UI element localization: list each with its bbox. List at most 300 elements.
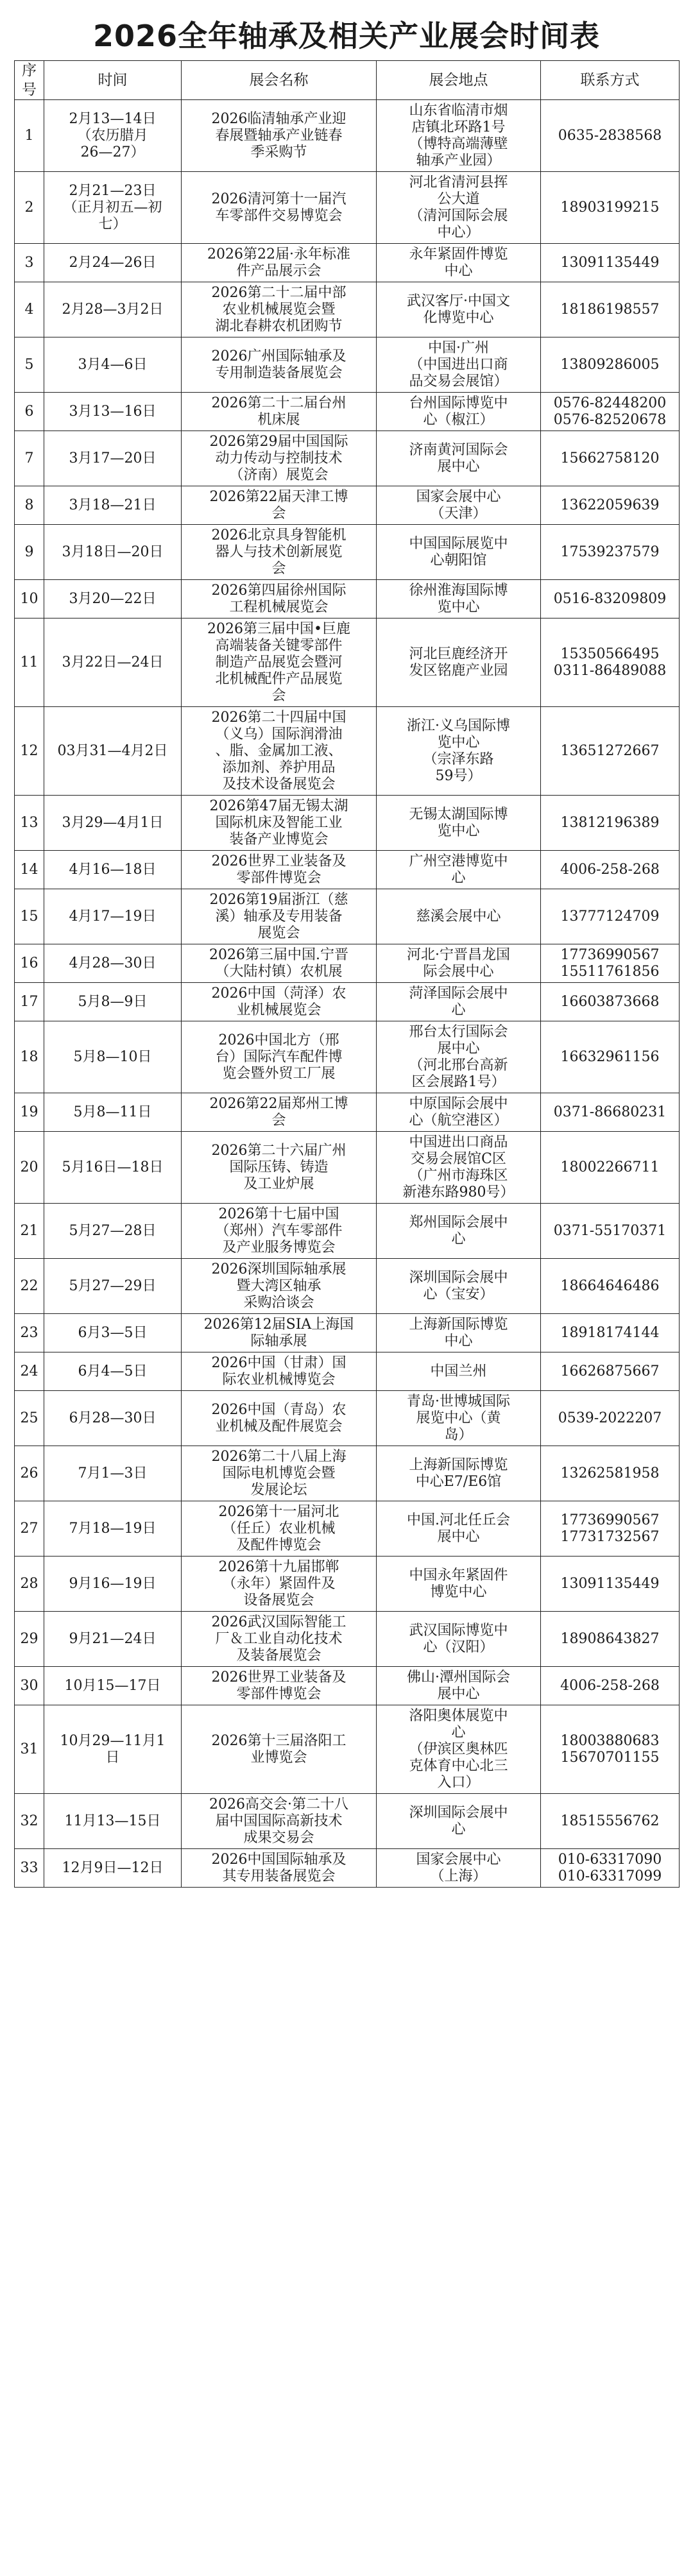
- table-row: [15, 100, 680, 172]
- row-index: 29: [20, 1630, 38, 1647]
- row-index: 31: [20, 1741, 38, 1757]
- row-exhibition-name: 2026第十三届洛阳工 业博览会: [211, 1732, 346, 1766]
- row-venue: 济南黄河国际会 展中心: [409, 441, 508, 475]
- row-exhibition-name: 2026第三届中国•巨鹿 高端装备关键零部件 制造产品展览会暨河 北机械配件产品展览 会: [207, 620, 350, 704]
- row-index-cell: [15, 580, 44, 618]
- row-exhibition-name-cell: [182, 707, 377, 796]
- row-exhibition-name: 2026第十九届邯郸 （永年）紧固件及 设备展览会: [218, 1558, 339, 1608]
- row-exhibition-name-cell: [182, 282, 377, 337]
- row-index: 32: [20, 1813, 38, 1829]
- row-contact-cell: [541, 1352, 680, 1391]
- row-venue: 中国国际展览中 心朝阳馆: [409, 535, 508, 568]
- row-venue-cell: [377, 889, 541, 944]
- row-venue: 国家会展中心 （天津）: [416, 488, 501, 522]
- row-exhibition-name-cell: [182, 851, 377, 889]
- row-exhibition-name-cell: [182, 1794, 377, 1849]
- row-exhibition-name-cell: [182, 1446, 377, 1501]
- row-contact: 13809286005: [560, 356, 660, 373]
- row-date-cell: [44, 1021, 182, 1093]
- row-date: 3月29—4月1日: [62, 814, 164, 831]
- header-index: 序号: [15, 61, 44, 100]
- row-contact: 0539-2022207: [558, 1410, 662, 1426]
- row-venue-cell: [377, 1314, 541, 1352]
- row-venue: 徐州淮海国际博 览中心: [409, 582, 508, 615]
- row-index: 8: [24, 497, 34, 513]
- row-date-cell: [44, 1314, 182, 1352]
- row-index-cell: [15, 1132, 44, 1204]
- row-index-cell: [15, 172, 44, 244]
- row-date: 7月18—19日: [69, 1520, 157, 1537]
- row-venue-cell: [377, 282, 541, 337]
- row-exhibition-name: 2026中国（甘肃）国 际农业机械博览会: [211, 1354, 346, 1388]
- row-index: 11: [20, 654, 38, 670]
- row-date-cell: [44, 486, 182, 525]
- row-date-cell: [44, 1204, 182, 1259]
- row-index: 14: [20, 861, 38, 878]
- row-index-cell: [15, 100, 44, 172]
- table-header-row: [15, 61, 680, 100]
- row-contact: 13777124709: [560, 908, 660, 925]
- row-venue-cell: [377, 1352, 541, 1391]
- row-date: 5月16日—18日: [62, 1159, 164, 1175]
- row-index-cell: [15, 1849, 44, 1888]
- row-contact: 16603873668: [560, 993, 660, 1010]
- row-exhibition-name-cell: [182, 486, 377, 525]
- row-index-cell: [15, 1093, 44, 1132]
- row-index-cell: [15, 1705, 44, 1794]
- row-exhibition-name: 2026清河第十一届汽 车零部件交易博览会: [211, 191, 346, 224]
- row-date: 10月15—17日: [64, 1677, 161, 1694]
- row-contact-cell: [541, 337, 680, 393]
- row-contact-cell: [541, 486, 680, 525]
- row-index: 6: [24, 403, 34, 420]
- row-exhibition-name-cell: [182, 172, 377, 244]
- row-contact-cell: [541, 1612, 680, 1667]
- exhibition-schedule-table: [14, 60, 680, 1888]
- row-contact: 010-63317090 010-63317099: [558, 1851, 662, 1884]
- row-contact: 0635-2838568: [558, 127, 662, 144]
- row-venue: 山东省临清市烟 店镇北环路1号 （博特高端薄壁 轴承产业园）: [409, 102, 508, 169]
- row-exhibition-name: 2026第四届徐州国际 工程机械展览会: [211, 582, 346, 615]
- row-date-cell: [44, 525, 182, 580]
- row-venue-cell: [377, 1557, 541, 1612]
- row-date-cell: [44, 1259, 182, 1314]
- table-row: [15, 1501, 680, 1557]
- row-exhibition-name: 2026第二十二届台州 机床展: [211, 395, 346, 428]
- row-date: 3月20—22日: [69, 590, 157, 607]
- row-contact-cell: [541, 1705, 680, 1794]
- row-exhibition-name: 2026高交会·第二十八 届中国国际高新技术 成果交易会: [209, 1796, 348, 1846]
- row-date-cell: [44, 1667, 182, 1705]
- row-date: 5月27—29日: [69, 1277, 157, 1294]
- row-contact: 18903199215: [560, 199, 660, 216]
- row-venue: 慈溪会展中心: [416, 908, 501, 925]
- row-index: 4: [24, 301, 34, 318]
- table-row: [15, 618, 680, 707]
- row-date: 6月28—30日: [69, 1410, 157, 1426]
- row-venue-cell: [377, 618, 541, 707]
- row-contact: 13262581958: [560, 1465, 660, 1481]
- row-exhibition-name-cell: [182, 1132, 377, 1204]
- row-contact: 18908643827: [560, 1630, 660, 1647]
- row-date: 6月3—5日: [78, 1324, 148, 1341]
- row-index-cell: [15, 618, 44, 707]
- row-venue: 洛阳奥体展览中 心 （伊滨区奥林匹 克体育中心北三 入口）: [409, 1707, 508, 1791]
- row-exhibition-name: 2026中国国际轴承及 其专用装备展览会: [211, 1851, 346, 1884]
- row-date-cell: [44, 337, 182, 393]
- row-date-cell: [44, 1352, 182, 1391]
- row-exhibition-name-cell: [182, 1093, 377, 1132]
- row-contact-cell: [541, 1021, 680, 1093]
- row-venue: 深圳国际会展中 心（宝安）: [409, 1269, 508, 1302]
- row-venue-cell: [377, 1849, 541, 1888]
- row-index: 2: [24, 199, 34, 216]
- row-contact: 4006-258-268: [560, 1677, 660, 1694]
- row-exhibition-name: 2026临清轴承产业迎 春展暨轴承产业链春 季采购节: [211, 110, 346, 160]
- row-exhibition-name-cell: [182, 1352, 377, 1391]
- row-index: 5: [24, 356, 34, 373]
- row-exhibition-name-cell: [182, 1204, 377, 1259]
- row-contact-cell: [541, 172, 680, 244]
- row-venue-cell: [377, 172, 541, 244]
- row-contact: 18003880683 15670701155: [560, 1732, 660, 1766]
- row-venue-cell: [377, 1204, 541, 1259]
- row-date: 2月21—23日 （正月初五—初 七）: [63, 182, 162, 232]
- table-row: [15, 1259, 680, 1314]
- row-index-cell: [15, 1391, 44, 1446]
- row-date-cell: [44, 1132, 182, 1204]
- row-index-cell: [15, 1667, 44, 1705]
- row-date: 3月22日—24日: [62, 654, 164, 670]
- row-venue-cell: [377, 1612, 541, 1667]
- row-date-cell: [44, 1391, 182, 1446]
- row-exhibition-name-cell: [182, 1705, 377, 1794]
- row-exhibition-name: 2026第19届浙江（慈 溪）轴承及专用装备 展览会: [209, 891, 348, 941]
- row-contact-cell: [541, 1667, 680, 1705]
- row-index: 1: [24, 127, 34, 144]
- table-body: [15, 100, 680, 1888]
- row-venue-cell: [377, 944, 541, 983]
- row-venue: 国家会展中心 （上海）: [416, 1851, 501, 1884]
- row-index: 25: [20, 1410, 38, 1426]
- row-contact: 0576-82448200 0576-82520678: [553, 395, 667, 428]
- row-exhibition-name-cell: [182, 944, 377, 983]
- row-date: 3月18—21日: [69, 497, 157, 513]
- row-date-cell: [44, 983, 182, 1021]
- row-exhibition-name: 2026中国（菏泽）农 业机械展览会: [211, 985, 346, 1018]
- row-exhibition-name-cell: [182, 1391, 377, 1446]
- row-contact: 16626875667: [560, 1363, 660, 1379]
- table-row: [15, 1352, 680, 1391]
- row-exhibition-name: 2026第22届郑州工博 会: [209, 1095, 348, 1129]
- row-exhibition-name: 2026第十一届河北 （任丘）农业机械 及配件博览会: [218, 1503, 339, 1553]
- row-date: 3月4—6日: [78, 356, 148, 373]
- row-date-cell: [44, 1849, 182, 1888]
- row-date: 12月9日—12日: [62, 1859, 164, 1876]
- row-date-cell: [44, 1612, 182, 1667]
- table-row: [15, 1849, 680, 1888]
- row-index: 7: [24, 450, 34, 466]
- row-contact-cell: [541, 1849, 680, 1888]
- row-date: 5月8—10日: [73, 1048, 152, 1065]
- table-row: [15, 1794, 680, 1849]
- row-exhibition-name: 2026第三届中国.宁晋 （大陆村镇）农机展: [209, 946, 348, 980]
- row-contact: 13812196389: [560, 814, 660, 831]
- row-date-cell: [44, 282, 182, 337]
- row-contact-cell: [541, 796, 680, 851]
- row-venue-cell: [377, 431, 541, 486]
- row-date-cell: [44, 100, 182, 172]
- row-date-cell: [44, 851, 182, 889]
- row-exhibition-name-cell: [182, 244, 377, 282]
- header-contact: 联系方式: [541, 61, 680, 100]
- row-exhibition-name: 2026第十七届中国 （郑州）汽车零部件 及产业服务博览会: [215, 1206, 343, 1256]
- row-index: 24: [20, 1363, 38, 1379]
- row-exhibition-name-cell: [182, 1667, 377, 1705]
- row-index: 17: [20, 993, 38, 1010]
- row-date-cell: [44, 1501, 182, 1557]
- row-date: 10月29—11月1 日: [60, 1732, 166, 1766]
- row-venue-cell: [377, 580, 541, 618]
- table-row: [15, 393, 680, 431]
- row-date-cell: [44, 172, 182, 244]
- row-date-cell: [44, 1794, 182, 1849]
- row-exhibition-name-cell: [182, 618, 377, 707]
- row-date: 4月28—30日: [69, 955, 157, 971]
- row-date: 4月16—18日: [69, 861, 157, 878]
- row-exhibition-name: 2026第22届天津工博 会: [209, 488, 348, 522]
- row-contact: 17736990567 17731732567: [560, 1512, 660, 1545]
- document-title: 2026全年轴承及相关产业展会时间表: [92, 19, 601, 53]
- row-date: 6月4—5日: [78, 1363, 148, 1379]
- row-contact: 13622059639: [560, 497, 660, 513]
- row-date: 5月8—11日: [73, 1104, 152, 1120]
- table-row: [15, 851, 680, 889]
- row-contact-cell: [541, 1557, 680, 1612]
- table-row: [15, 1021, 680, 1093]
- row-venue: 中国进出口商品 交易会展馆C区 （广州市海珠区 新港东路980号）: [402, 1134, 515, 1200]
- row-venue-cell: [377, 1501, 541, 1557]
- row-exhibition-name-cell: [182, 525, 377, 580]
- row-index-cell: [15, 944, 44, 983]
- row-index-cell: [15, 244, 44, 282]
- row-index: 10: [20, 590, 38, 607]
- row-exhibition-name: 2026世界工业装备及 零部件博览会: [211, 853, 346, 886]
- table-row: [15, 1446, 680, 1501]
- table-row: [15, 944, 680, 983]
- row-index-cell: [15, 983, 44, 1021]
- document-page: [14, 12, 679, 2565]
- table-row: [15, 580, 680, 618]
- table-row: [15, 707, 680, 796]
- row-contact-cell: [541, 1794, 680, 1849]
- table-row: [15, 172, 680, 244]
- row-venue: 中国兰州: [430, 1363, 487, 1379]
- table-row: [15, 525, 680, 580]
- row-date: 5月8—9日: [78, 993, 148, 1010]
- table-row: [15, 1705, 680, 1794]
- row-contact-cell: [541, 525, 680, 580]
- row-venue-cell: [377, 244, 541, 282]
- row-date-cell: [44, 944, 182, 983]
- row-venue-cell: [377, 796, 541, 851]
- row-index: 12: [20, 742, 38, 759]
- row-exhibition-name-cell: [182, 1314, 377, 1352]
- row-contact: 0371-86680231: [553, 1104, 667, 1120]
- row-contact: 15662758120: [560, 450, 660, 466]
- table-row: [15, 796, 680, 851]
- row-venue: 中国·广州 （中国进出口商 品交易会展馆）: [409, 339, 508, 389]
- row-date-cell: [44, 1446, 182, 1501]
- row-date: 11月13—15日: [64, 1813, 161, 1829]
- row-exhibition-name: 2026第二十六届广州 国际压铸、铸造 及工业炉展: [211, 1142, 346, 1192]
- row-venue: 上海新国际博览 中心: [409, 1316, 508, 1349]
- row-date-cell: [44, 796, 182, 851]
- row-contact-cell: [541, 944, 680, 983]
- row-contact-cell: [541, 1259, 680, 1314]
- row-contact-cell: [541, 1132, 680, 1204]
- row-contact: 15350566495 0311-86489088: [553, 645, 667, 679]
- row-index: 26: [20, 1465, 38, 1481]
- row-exhibition-name: 2026深圳国际轴承展 暨大湾区轴承 采购洽谈会: [211, 1261, 346, 1311]
- row-contact: 0371-55170371: [553, 1222, 667, 1239]
- row-contact: 17736990567 15511761856: [560, 946, 660, 980]
- row-exhibition-name: 2026北京具身智能机 器人与技术创新展览 会: [211, 527, 346, 577]
- row-contact: 18515556762: [560, 1813, 660, 1829]
- row-date-cell: [44, 244, 182, 282]
- row-date-cell: [44, 618, 182, 707]
- row-venue: 菏泽国际会展中 心: [409, 985, 508, 1018]
- row-venue-cell: [377, 1021, 541, 1093]
- row-contact-cell: [541, 983, 680, 1021]
- header-venue: 展会地点: [377, 61, 541, 100]
- row-index-cell: [15, 1794, 44, 1849]
- row-date-cell: [44, 889, 182, 944]
- row-index-cell: [15, 1501, 44, 1557]
- row-index: 23: [20, 1324, 38, 1341]
- row-venue-cell: [377, 337, 541, 393]
- row-date: 2月24—26日: [69, 254, 157, 271]
- row-date: 2月13—14日 （农历腊月 26—27）: [69, 110, 157, 160]
- row-date: 3月17—20日: [69, 450, 157, 466]
- row-index: 19: [20, 1104, 38, 1120]
- table-row: [15, 1314, 680, 1352]
- row-contact-cell: [541, 618, 680, 707]
- row-index: 20: [20, 1159, 38, 1175]
- row-index: 16: [20, 955, 38, 971]
- row-contact: 4006-258-268: [560, 861, 660, 878]
- row-index-cell: [15, 889, 44, 944]
- row-contact-cell: [541, 580, 680, 618]
- row-venue: 邢台太行国际会 展中心 （河北邢台高新 区会展路1号）: [409, 1023, 508, 1090]
- row-contact: 18918174144: [560, 1324, 660, 1341]
- row-venue: 佛山·潭州国际会 展中心: [407, 1669, 510, 1702]
- table-row: [15, 1391, 680, 1446]
- row-venue: 台州国际博览中 心（椒江）: [409, 395, 508, 428]
- row-venue: 广州空港博览中 心: [409, 853, 508, 886]
- table-row: [15, 431, 680, 486]
- row-exhibition-name-cell: [182, 431, 377, 486]
- row-date: 5月27—28日: [69, 1222, 157, 1239]
- row-index: 9: [24, 543, 34, 560]
- row-exhibition-name-cell: [182, 580, 377, 618]
- table-row: [15, 486, 680, 525]
- row-contact: 18664646486: [560, 1277, 660, 1294]
- row-venue: 武汉客厅·中国文 化博览中心: [407, 293, 510, 326]
- row-venue: 永年紧固件博览 中心: [409, 246, 508, 279]
- row-index-cell: [15, 1204, 44, 1259]
- row-exhibition-name-cell: [182, 1557, 377, 1612]
- row-date: 3月13—16日: [69, 403, 157, 420]
- row-date: 9月21—24日: [69, 1630, 157, 1647]
- row-date: 03月31—4月2日: [57, 742, 168, 759]
- row-venue-cell: [377, 1705, 541, 1794]
- table-row: [15, 244, 680, 282]
- row-venue-cell: [377, 1132, 541, 1204]
- row-exhibition-name-cell: [182, 100, 377, 172]
- row-contact-cell: [541, 851, 680, 889]
- row-date-cell: [44, 1557, 182, 1612]
- row-index: 27: [20, 1520, 38, 1537]
- row-exhibition-name-cell: [182, 1612, 377, 1667]
- row-index-cell: [15, 707, 44, 796]
- row-venue-cell: [377, 851, 541, 889]
- row-venue: 浙江·义乌国际博 览中心 （宗泽东路 59号）: [407, 717, 510, 784]
- row-venue-cell: [377, 393, 541, 431]
- row-venue-cell: [377, 1446, 541, 1501]
- row-index: 28: [20, 1575, 38, 1592]
- row-venue-cell: [377, 1667, 541, 1705]
- header-exhibition-name: 展会名称: [182, 61, 377, 100]
- table-row: [15, 889, 680, 944]
- table-row: [15, 983, 680, 1021]
- row-date: 3月18日—20日: [62, 543, 164, 560]
- row-venue-cell: [377, 983, 541, 1021]
- row-index-cell: [15, 486, 44, 525]
- row-index-cell: [15, 1557, 44, 1612]
- row-exhibition-name: 2026中国北方（邢 台）国际汽车配件博 览会暨外贸工厂展: [215, 1032, 343, 1082]
- row-date-cell: [44, 580, 182, 618]
- row-contact-cell: [541, 1204, 680, 1259]
- row-date-cell: [44, 431, 182, 486]
- row-venue-cell: [377, 707, 541, 796]
- table-row: [15, 1612, 680, 1667]
- row-contact-cell: [541, 1314, 680, 1352]
- row-date-cell: [44, 1705, 182, 1794]
- row-venue: 中国.河北任丘会 展中心: [407, 1512, 510, 1545]
- row-venue: 中国永年紧固件 博览中心: [409, 1567, 508, 1600]
- row-date: 4月17—19日: [69, 908, 157, 925]
- row-contact-cell: [541, 707, 680, 796]
- row-contact: 16632961156: [560, 1048, 660, 1065]
- row-venue-cell: [377, 486, 541, 525]
- row-date-cell: [44, 393, 182, 431]
- row-exhibition-name: 2026中国（青岛）农 业机械及配件展览会: [211, 1401, 346, 1435]
- row-exhibition-name: 2026广州国际轴承及 专用制造装备展览会: [211, 348, 346, 381]
- row-venue: 中原国际会展中 心（航空港区）: [409, 1095, 508, 1129]
- row-index: 21: [20, 1222, 38, 1239]
- row-exhibition-name: 2026第二十四届中国 （义乌）国际润滑油 、脂、金属加工液、 添加剂、养护用品 及技术设备展览会: [211, 709, 346, 792]
- row-contact-cell: [541, 1446, 680, 1501]
- row-date: 2月28—3月2日: [62, 301, 164, 318]
- row-index-cell: [15, 1352, 44, 1391]
- row-exhibition-name-cell: [182, 1259, 377, 1314]
- row-index: 3: [24, 254, 34, 271]
- table-row: [15, 1204, 680, 1259]
- header-date: 时间: [44, 61, 182, 100]
- row-contact: 17539237579: [560, 543, 660, 560]
- row-index-cell: [15, 1259, 44, 1314]
